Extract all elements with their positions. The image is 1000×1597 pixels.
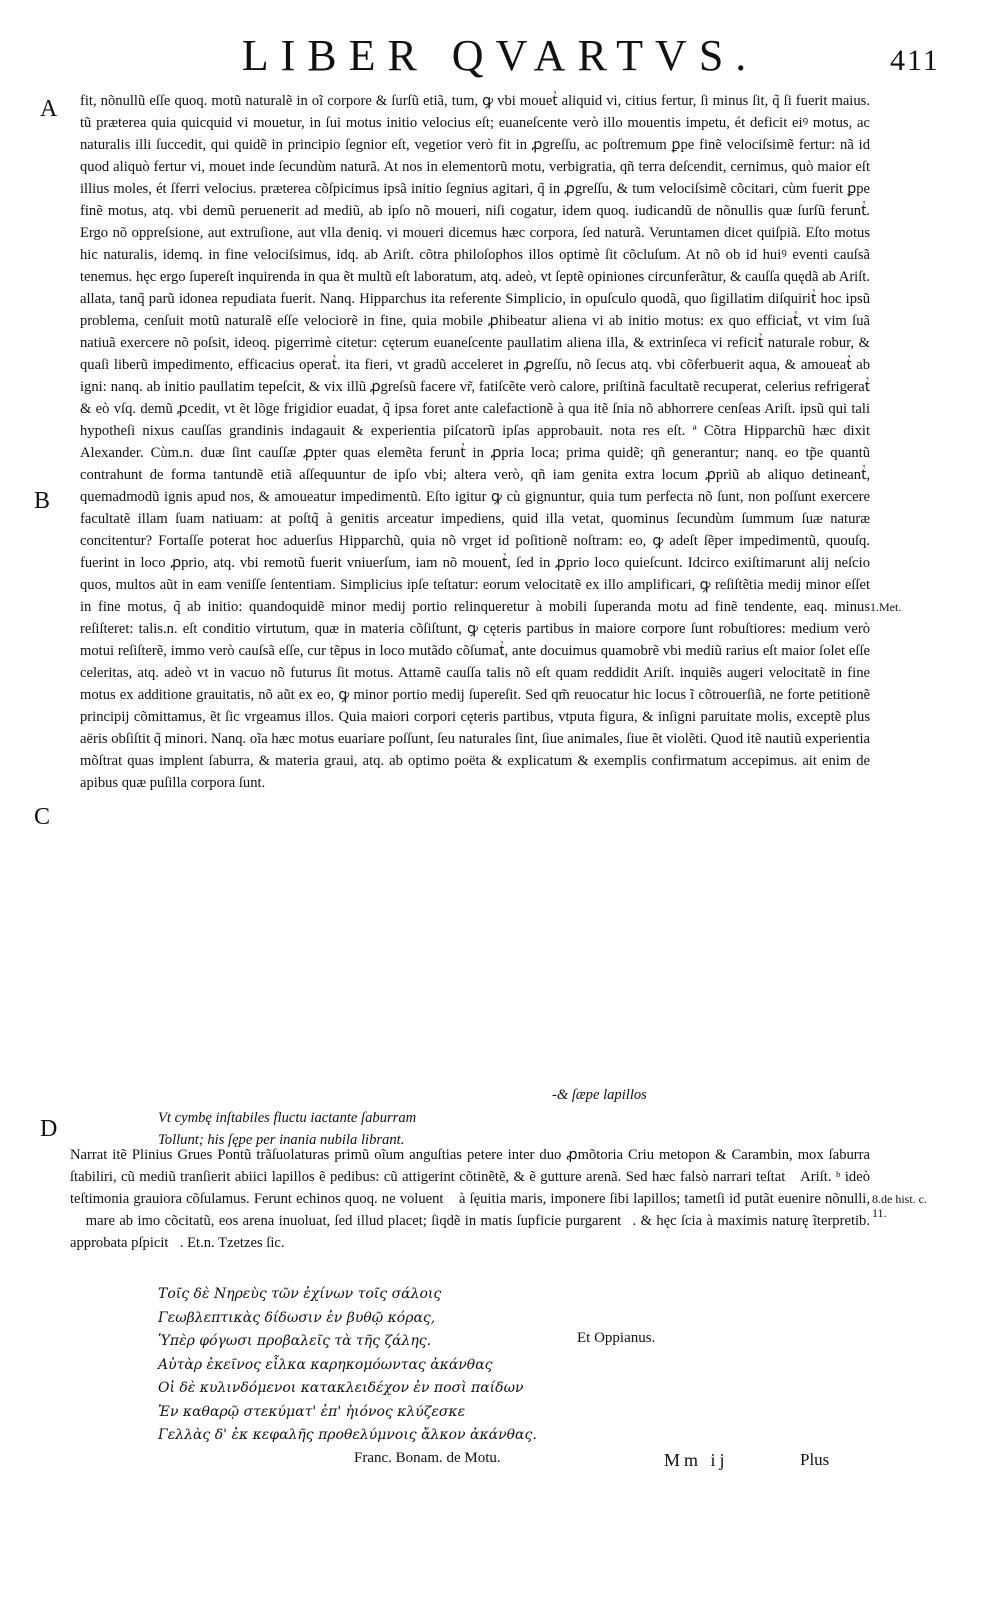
greek-line: Γελλὰς δ' ἐκ κεφαλῆς προθελύμνοις ἄλκον ἀκάνθας.: [158, 1427, 537, 1443]
main-paragraph: fit, nõnullũ eſſe quoq. motũ naturalẽ in oĩ corpore & ſurſũ etiã, tum, ꝙ vbi mouetᷣ aliquid vi, citius fertur, ſi minus ſit, q̃ ſi fuerit maius. tũ præterea quia quicquid vi mouetur, in ſui motus initio velocius eſt; euaneſcente verò illo mouentis impetu, ét deficit eiꝰ motus, ac naturalis illi ſuccedit, qui quidẽ in principio ſegnior eſt, vegetior verò fit in ꝓgreſſu, ac poſtremum ꝑpe finẽ velociſsimẽ fertur: nã id quod aliquò fertur vi, mouet inde ſecundùm naturã. At nos in elementorũ motu, verbigratia, qñ terra deſcendit, cernimus, quò maior eſt illius moles, ét ſferri velocius. præterea cõſpicimus ipsã initio ſegnius agitari, q̃ in ꝓgreſſu, & tum velociſsimẽ cõcitari, cùm fuerit ꝑpe finẽ motus, atq. vbi demũ peruenerit ad mediũ, ab ipſo nõ moueri, niſi cogatur, idem quoq. iudicandũ de nõnullis quæ ſurſũ feruntᷣ. Ergo nõ oppreſsione, aut extruſione, aut vlla deniq. vi moueri dicemus hæc corpora, ſed naturã. Veruntamen dicet quiſpiã. Eſto motus hic naturalis, idemq. in fine velociſsimus, idq. ab Ariſt. cõtra philoſophos illos optimè ſit cõcluſum. At nõ ob id huiꝰ eventi cauſsã tenemus. hęc ergo ſupereſt inquirenda in qua ẽt multũ eſt laboratum, atq. adeò, vt ſeptẽ opiniones circunferãtur, & cauſſa quędã ab Ariſt. allata, tanq̃ parũ idonea repudiata fuerit. Nanq. Hipparchus ita referente Simplicio, in opuſculo quodã, quo ſigillatim diſquiritᷣ hoc ipsũ problema, cenſuit motũ naturalẽ eſſe velociorẽ in fine, quia mobile ꝓhibeatur aliena vi ab initio motus: ex quo efficiatᷣ, vt vim ſuã natiuã exercere nõ poſsit, ideoq. pigerrimè citetur: cęterum euaneſcente paullatim aliena illa, & extrinſeca vi reficitᷣ naturale robur, & quaſi liberũ impedimento, efficacius operatᷣ. ita fieri, vt gradũ acceleret in ꝓgreſſu, nõ ſecus atq. vbi cõferbuerit aqua, & amoueatᷣ ab igni: nanq. ab initio paullatim tepeſcit, & vix illũ ꝓgreſsũ facere vr̃, fatiſcẽte verò calore, priſtinã facultatẽ recuperat, celerius refrigeratᷣ & eò vſq. demũ ꝓcedit, vt ẽt lõge frigidior euadat, q̃ ipsa foret ante calefactionẽ à qua itẽ ſnia nõ abhorrere cenſeas Ariſt. ipsũ qui tali hypotheſi nixus cauſſas grandinis indagauit & experientia piſcatorũ ipſas approbauit. nota res eſt. ª Cõtra Hipparchũ hæc dixit Alexander. Cùm.n. duæ ſint cauſſæ ꝓpter quas elemẽta feruntᷣ in ꝓpria loca; prima quidẽ; qñ generantur; nanq. eo tp̃e quantũ contrahunt de forma tantundẽ etiã aſſequuntur de ipſo vbi; altera verò, qñ iam genita extra locum ꝓpriũ ab aliquo detineantᷣ, quemadmodũ ignis apud nos, & amoueatur impedimentũ. Eſto igitur ꝙ cù gignuntur, quia tum perfecta nõ ſunt, non poſſunt exercere facultatẽ illam ſuam natiuam: at poſtq̃ à genitis arceatur impediens, quid illa vetat, quominus ſecundùm ſummum ſuæ naturæ concitentur? Fortaſſe poterat hoc aduerſus Hipparchũ, quia nõ vrget id poſitionẽ noſtram: eo, ꝙ adeſt ſẽper impedimentũ, quouſq. fuerint in loco ꝓprio, atq. vbi remotũ fuerit vniuerſum, iam nõ mouentᷣ, ſed in ꝓprio loco quieſcunt. Idcirco exiſtimarunt alij neſcio quos, multos aũt in eam veniſſe ſententiam. Simplicius ipſe teſtatur: eorum velocitatẽ ex illo amplificari, ꝙ reſiſtẽtia medij minor eſſet in fine motus, q̃ ab initio: quandoquidẽ minor medij portio relinqueretur à mobili ſuperanda motu ad finẽ tendente, eaq. minus reſiſteret: talis.n. eſt conditio virtutum, quæ in materia cõſiſtunt, ꝙ cęteris partibus in maiore corpore ſunt robuſtiores: medium verò motui reſiſterẽ, immo verò cauſsã eſſe, cur tẽpus in loco mutãdo cõſumatᷣ, ante docuimus quamobrẽ vbi mediũ rarius eſt maior ſolet eſſe celeritas, atq. adeò vt in vacuo nõ futurus ſit motus. Attamẽ cauſſa talis nõ eſt quam reddidit Ariſt. inquiẽs augeri velocitatẽ in fine motus ex additione grauitatis, nõ aũt ex eo, ꝙ minor portio medij ſupereſit. Sed qm̃ reuocatur hic locus ĩ cõtrouerſiã, ne forte petitionẽ principij cõmittamus, ẽt ſic vrgeamus illos. Quia maiori corpori cęteris partibus, vtputa figura, & inſigni paruitate molis, exceptẽ plus aëris obſiſtit q̃ minori. Nanq. oĩa hæc motus euariare poſſunt, ſeu naturales ſint, ſiue animales, ſiue ẽt violẽti. Quod itẽ nautiũ experientia mõſtrat quas implent ſaburra, & materia graui, atq. ab optimo poëta & explicatum & exemplis confirmatum accepimus. ait enim de apibus quæ puſilla corpora ſunt.: [80, 93, 870, 791]
margin-marker-c: C: [34, 804, 51, 830]
page-number: 411: [890, 44, 940, 77]
gathering-mark: Mm ij: [664, 1450, 729, 1470]
side-note-meteor: 1.Met.: [870, 600, 902, 614]
margin-marker-b: B: [34, 488, 51, 514]
greek-line: Γεωβλεπτικὰς δίδωσιν ἐν βυθῷ κόρας,: [158, 1309, 436, 1326]
oppianus-label: Et Oppianus.: [577, 1330, 656, 1346]
narrat-paragraph: Narrat itẽ Plinius Grues Pontũ trãſuolaturas primũ oĩum anguſtias petere inter duo ꝓmõtoria Criu metopon & Carambin, mox ſaburra ſtabiliri, cũ mediũ tranſierit abiici lapillos ẽ pedibus: cũ attigerint cõtinẽtẽ, & ẽ gutture arenã. Sed hæc falsò narrari teſtatᷣ Ariſt. ᵇ ideò teſtimonia grauiora cõſulamus. Ferunt echinos quoq. ne voluentᷣ à ſęuitia maris, imponere ſibi lapillos; tametſi id putãt euenire nõnulli, ꝙ mare ab imo cõcitatũ, eos arena inuoluat, ſed illud placet; ſiqdẽ in matis ſupficie purgarentᷣ. & hęc ſcia à maximis naturę ĩterpretib. approbata pſpicitᷣ. Et.n. Tzetzes ſic.: [70, 1147, 870, 1251]
greek-line: Οἱ δὲ κυλινδόμενοι κατακλειδέχον ἐν ποσὶ παίδων: [158, 1380, 524, 1396]
greek-verse: [158, 1283, 537, 1448]
greek-line: Ἐν καθαρῷ στεκύματ' ἐπ' ἠιόνος κλύζεσκε: [158, 1403, 466, 1420]
signature-line: Franc. Bonam. de Motu.: [354, 1450, 501, 1466]
margin-marker-d: D: [40, 1116, 58, 1142]
greek-line: Ὑπὲρ φόγωσι προβαλεῖς τὰ τῆς ζάλης.: [158, 1333, 432, 1349]
catchword: Plus: [800, 1450, 830, 1469]
verse-intro: -& ſæpe lapillos: [552, 1087, 647, 1103]
running-title: LIBER QVARTVS.: [241, 31, 759, 80]
verse-line: Tollunt; his ſępe per inania nubila librant.: [158, 1132, 405, 1148]
main-text: [80, 90, 870, 794]
verse-line: Vt cymbę inſtabiles fluctu iactante ſaburram: [158, 1110, 417, 1126]
margin-marker-a: A: [40, 96, 58, 122]
greek-line: Τοῖς δὲ Νηρεὺς τῶν ἐχίνων τοῖς σάλοις: [158, 1286, 442, 1302]
greek-line: Αὐτὰρ ἐκεῖνος εἶλκα καρηκομόωντας ἀκάνθας: [158, 1356, 493, 1373]
side-note-hist: 8.de hist. c. 11.: [872, 1192, 927, 1220]
